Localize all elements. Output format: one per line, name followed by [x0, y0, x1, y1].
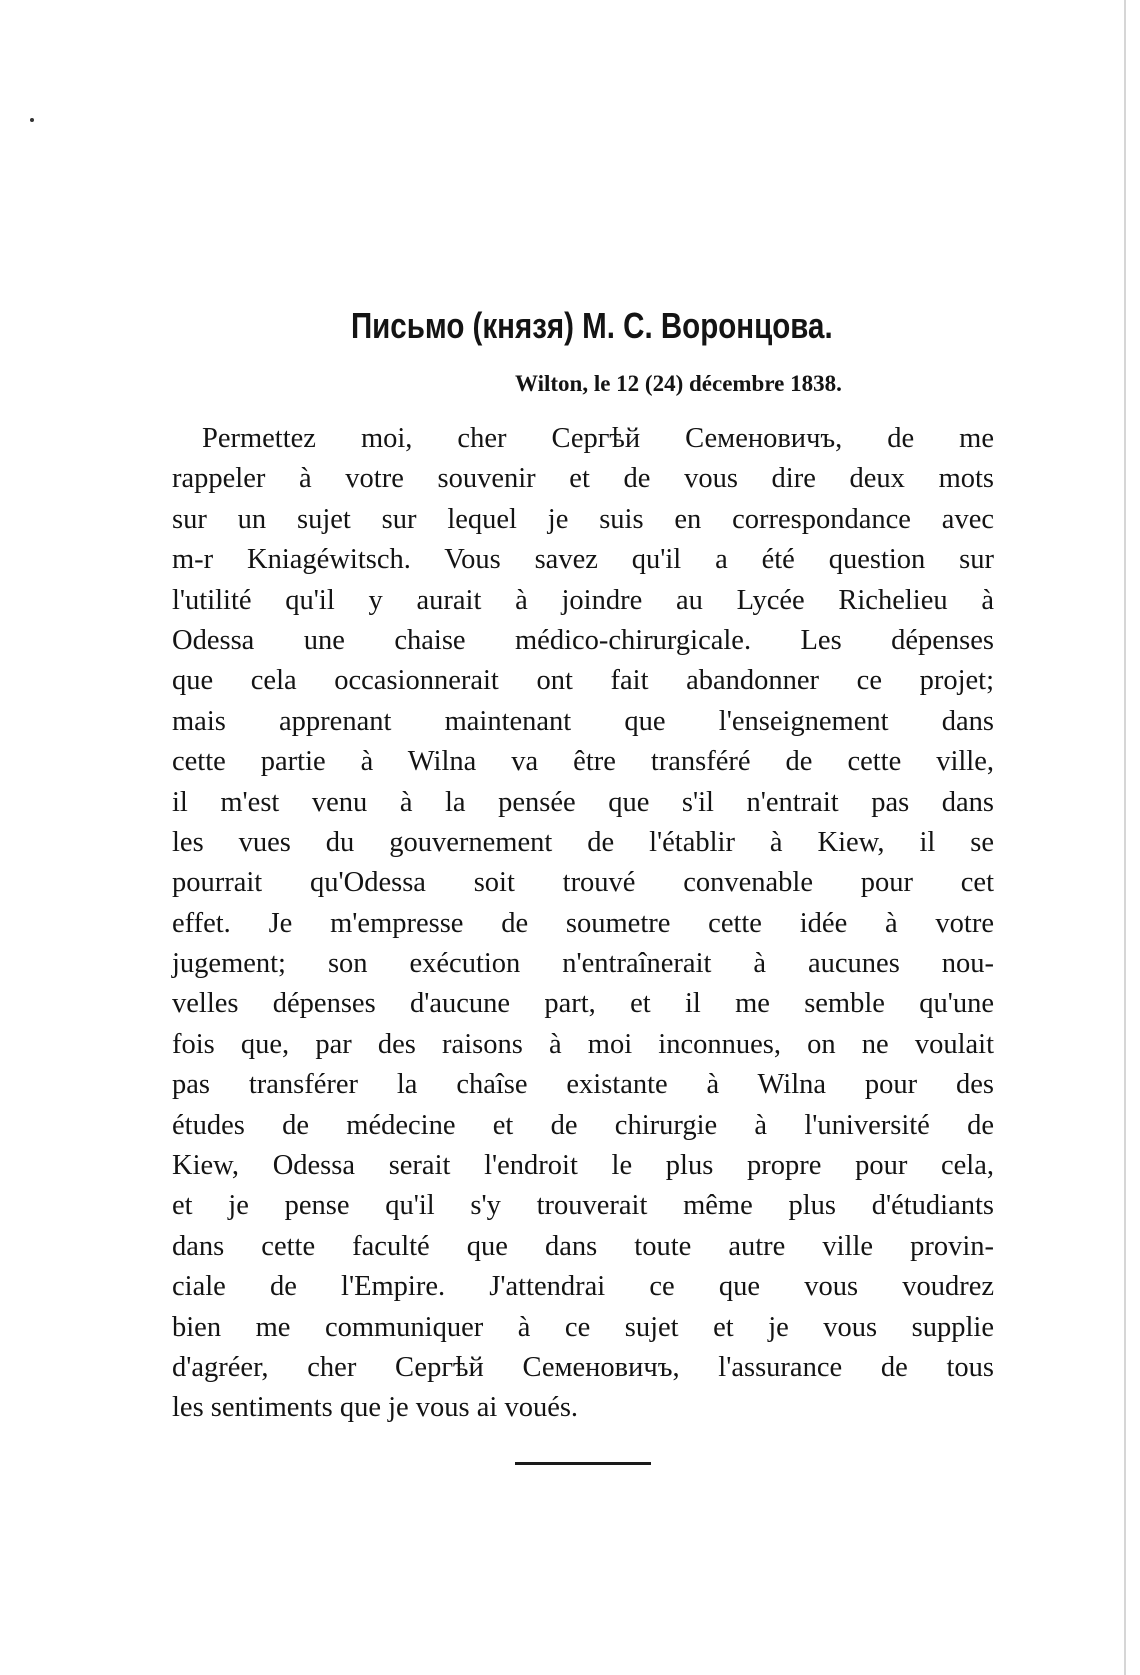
closing-rule [515, 1462, 651, 1465]
body-line: et je pense qu'il s'y trouverait même plus d'étudiants [172, 1190, 994, 1222]
body-line: Odessa une chaise médico-chirurgicale. Les dépenses [172, 624, 994, 656]
body-line: les sentiments que je vous ai voués. [172, 1392, 579, 1424]
body-line: les vues du gouvernement de l'établir à Kiew, il se [172, 826, 994, 858]
page-edge-line [1124, 0, 1126, 1675]
letter-body [172, 419, 994, 1429]
body-line: m-r Kniagéwitsch. Vous savez qu'il a été question sur [172, 544, 994, 576]
letter-dateline: Wilton, le 12 (24) décembre 1838. [515, 371, 842, 396]
body-line: que cela occasionnerait ont fait abandonner ce projet; [172, 665, 994, 697]
body-line: rappeler à votre souvenir et de vous dire deux mots [172, 463, 994, 495]
body-line: d'agréer, cher Сергѣй Семеновичъ, l'assurance de tous [172, 1351, 994, 1383]
margin-speck [30, 118, 34, 122]
body-line: pas transférer la chaîse existante à Wilna pour des [172, 1069, 994, 1101]
body-line: sur un sujet sur lequel je suis en correspondance avec [172, 503, 994, 535]
letter-title: Письмо (князя) М. С. Воронцова. [350, 305, 833, 346]
body-line: effet. Je m'empresse de soumetre cette idée à votre [172, 907, 994, 939]
body-line: bien me communiquer à ce sujet et je vous supplie [172, 1311, 994, 1343]
body-line: dans cette faculté que dans toute autre ville provin- [172, 1230, 994, 1262]
body-line: jugement; son exécution n'entraînerait à aucunes nou- [172, 948, 994, 980]
body-line: études de médecine et de chirurgie à l'université de [172, 1109, 994, 1141]
body-line: velles dépenses d'aucune part, et il me semble qu'une [172, 988, 994, 1020]
body-line: mais apprenant maintenant que l'enseignement dans [172, 705, 994, 737]
body-line: il m'est venu à la pensée que s'il n'entrait pas dans [172, 786, 994, 818]
body-line: cette partie à Wilna va être transféré de cette ville, [172, 746, 994, 778]
body-line: ciale de l'Empire. J'attendrai ce que vous voudrez [172, 1271, 994, 1303]
body-line: Kiew, Odessa serait l'endroit le plus propre pour cela, [172, 1150, 994, 1182]
body-line: pourrait qu'Odessa soit trouvé convenable pour cet [172, 867, 994, 899]
body-line: fois que, par des raisons à moi inconnues, on ne voulait [172, 1028, 994, 1060]
body-line: Permettez moi, cher Сергѣй Семеновичъ, de me [202, 423, 994, 454]
body-line: l'utilité qu'il y aurait à joindre au Lycée Richelieu à [172, 584, 994, 616]
